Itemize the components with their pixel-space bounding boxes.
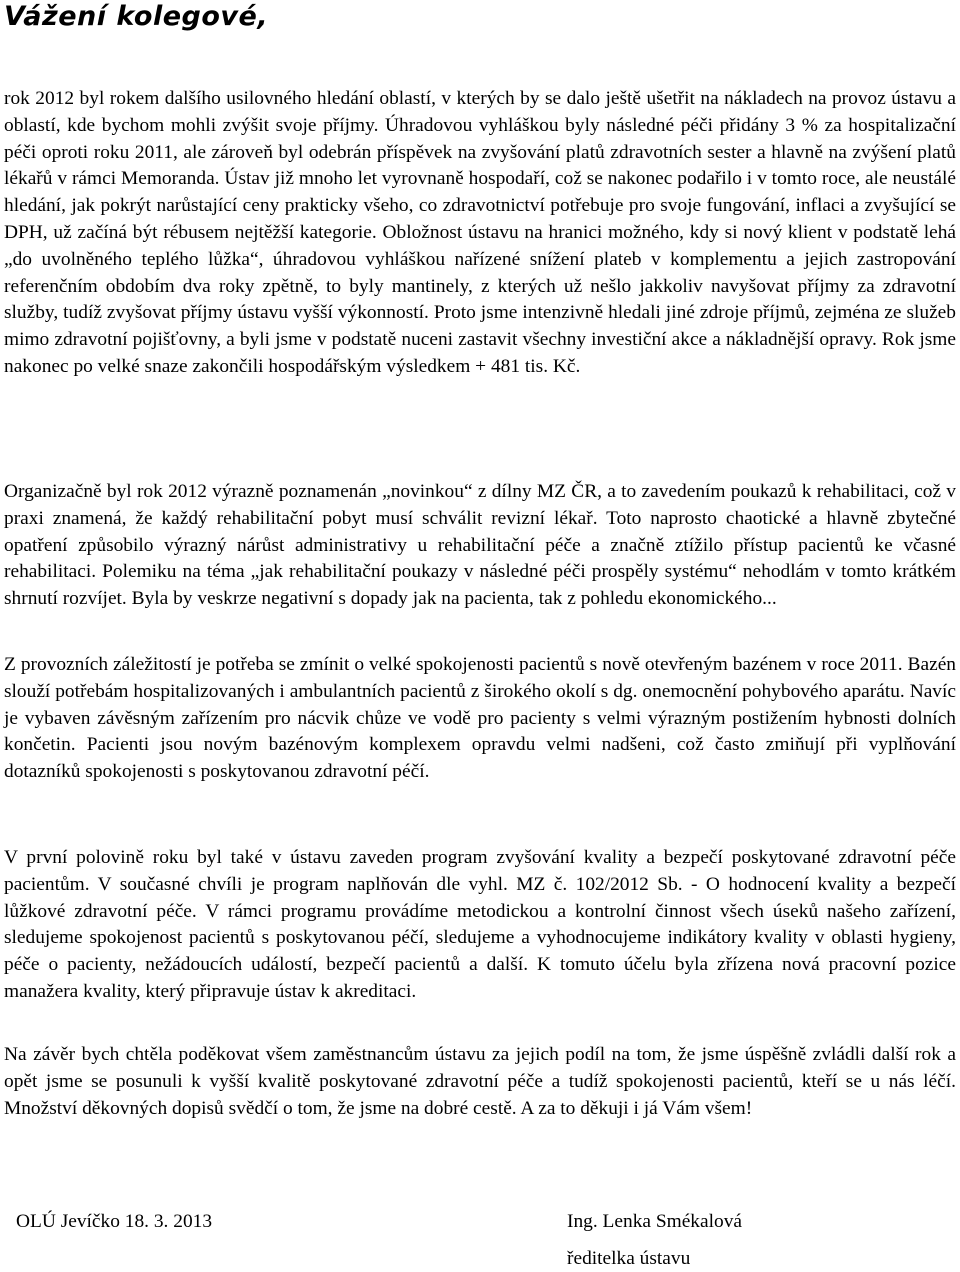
letter-greeting: Vážení kolegové, [4,1,269,32]
signature-role: ředitelka ústavu [567,1248,691,1269]
paragraph-thanks: Na závěr bych chtěla poděkovat všem zaměstnancům ústavu za jejich podíl na tom, že jsme úspěšně zvládli další rok a opět jsme se posunuli k vyšší kvalitě poskytované zdravotní péče a tudíž spokojenosti pacientů, kteří se u nás léčí. Množství děkovných dopisů svědčí o tom, že jsme na dobré cestě. A za to děkuji i já Vám všem! [4,1044,956,1119]
paragraph-economy: rok 2012 byl rokem dalšího usilovného hledání oblastí, v kterých by se dalo ještě ušetřit na nákladech na provoz ústavu a oblastí, kde bychom mohli zvýšit svoje příjmy. Úhradovou vyhláškou byly následné péči přidány 3 % za hospitalizační péči oproti roku 2011, ale zároveň byl odebrán příspěvek na zvyšování platů zdravotních sester a hlavně na zvýšení platů lékařů v rámci Memoranda. Ústav již mnoho let vyrovnaně hospodaří, což se nakonec podařilo i v tomto roce, ale neustálé hledání, jak pokrýt narůstající ceny prakticky všeho, co zdravotnictví potřebuje pro svoje fungování, inflaci a zvyšující se DPH, už začíná být rébusem nejtěžší kategorie. Obložnost ústavu na hranici možného, kdy si nový klient v podstatě lehá „do uvolněného teplého lůžka“, úhradovou vyhláškou nařízené snížení plateb v komplementu a jejich zastropování referenčním obdobím dva roky zpětně, to byly mantinely, z kterých už nešlo jakkoliv navyšovat příjmy za zdravotní služby, tudíž zvyšovat příjmy ústavu vyšší výkonností. Proto jsme intenzivně hledali jiné zdroje příjmů, zejména ze služeb mimo zdravotní pojišťovny, a byli jsme v podstatě nuceni zastavit všechny investiční akce a nákladnější opravy. Rok jsme nakonec po velké snaze zakončili hospodářským výsledkem + 481 tis. Kč. [4,88,956,377]
signature-place-date: OLÚ Jevíčko 18. 3. 2013 [16,1211,213,1232]
paragraph-organization: Organizačně byl rok 2012 výrazně poznamenán „novinkou“ z dílny MZ ČR, a to zavedením poukazů k rehabilitaci, což v praxi znamená, že každý rehabilitační pobyt musí schválit revizní lékař. Toto naprosto chaotické a hlavně zbytečné opatření způsobilo výrazný nárůst administrativy u rehabilitační péče a značně ztížilo přístup pacientů ke včasné rehabilitaci. Polemiku na téma „jak rehabilitační poukazy v následné péči prospěly systému“ nehodlám v tomto krátkém shrnutí rozvíjet. Byla by veskrze negativní s dopady jak na pacienta, tak z pohledu ekonomického... [4,481,956,610]
signature-name: Ing. Lenka Smékalová [567,1211,742,1232]
paragraph-operations: Z provozních záležitostí je potřeba se zmínit o velké spokojenosti pacientů s nově otevřeným bazénem v roce 2011. Bazén slouží potřebám hospitalizovaných i ambulantních pacientů z širokého okolí s dg. onemocnění pohybového aparátu. Navíc je vybaven závěsným zařízením pro nácvik chůze ve vodě pro pacienty s velmi výrazným postižením hybnosti dolních končetin. Pacienti jsou novým bazénovým komplexem opravdu velmi nadšeni, což často zmiňují při vyplňování dotazníků spokojenosti s poskytovanou zdravotní péčí. [4,654,956,783]
paragraph-quality-program: V první polovině roku byl také v ústavu zaveden program zvyšování kvality a bezpečí poskytované zdravotní péče pacientům. V současné chvíli je program naplňován dle vyhl. MZ č. 102/2012 Sb. - O hodnocení kvality a bezpečí lůžkové zdravotní péče. V rámci programu provádíme metodickou a kontrolní činnost všech úseků našeho zařízení, sledujeme spokojenost pacientů s poskytovanou péčí, sledujeme a vyhodnocujeme indikátory kvality v oblasti hygieny, péče o pacienty, nežádoucích událostí, bezpečí pacientů a další. K tomuto účelu byla zřízena nová pracovní pozice manažera kvality, který připravuje ústav k akreditaci. [4,847,956,1002]
